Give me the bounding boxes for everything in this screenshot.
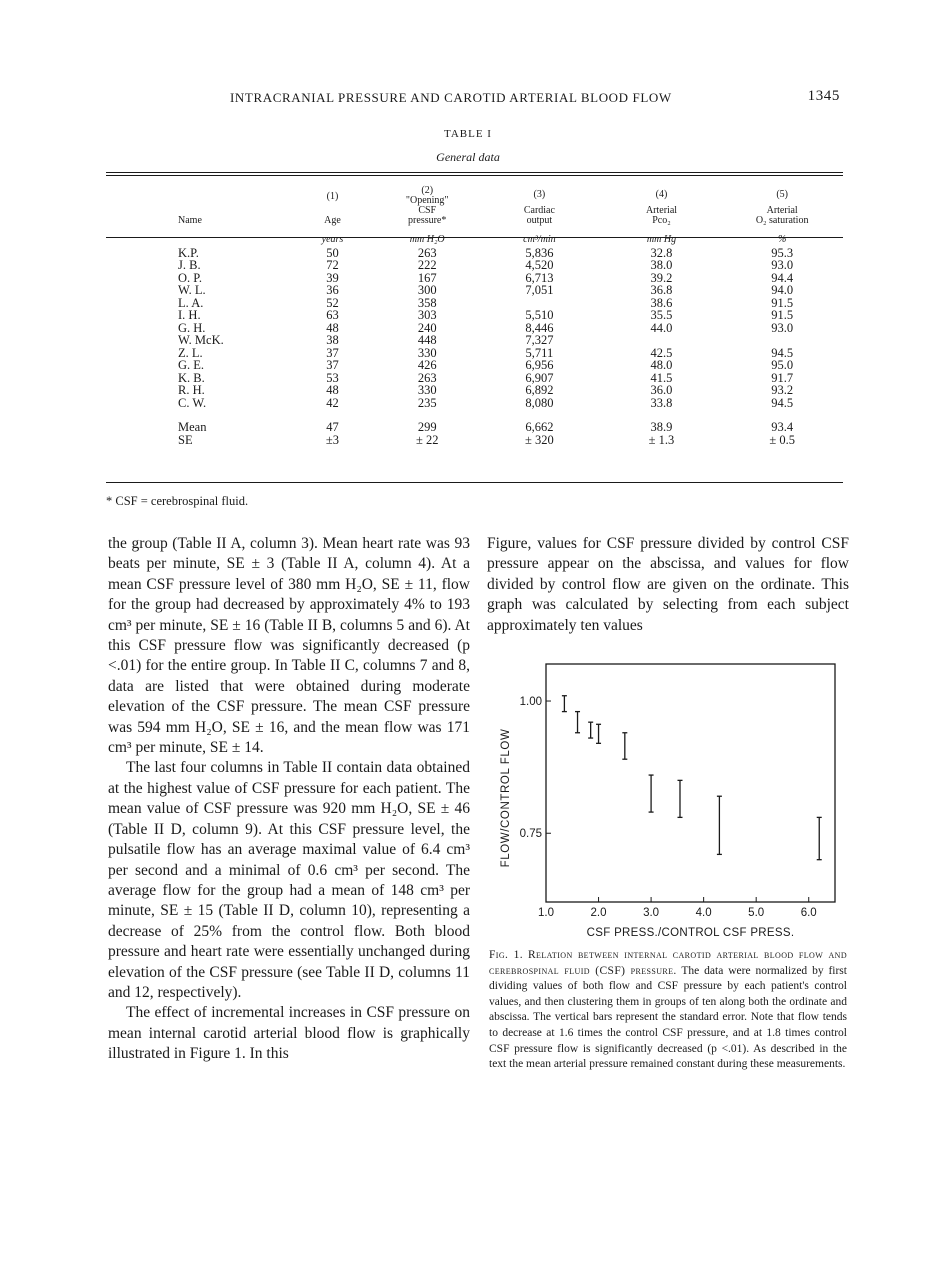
cell-value: 48 [326,383,339,397]
cell-name: J. B. [178,258,201,272]
table-row [106,272,843,285]
cell-name: Z. L. [178,345,203,360]
cell-value: 35.5 [650,308,673,322]
cell-value: ± 320 [525,432,554,447]
cell-value: 167 [417,270,437,285]
cell-value: 37 [326,358,339,372]
table-subtitle: General data [436,150,500,164]
cell-value: 53 [326,370,339,385]
cell-value: 222 [417,258,437,272]
table-row [106,284,843,297]
cell-value: 47 [326,420,339,434]
cell-value: 303 [417,308,437,322]
cell-name: K.P. [178,245,199,260]
unit-o2: % [777,234,787,245]
table-label: TABLE I [444,128,492,140]
cell-name: R. H. [178,383,205,397]
cell-value: ± 22 [415,432,439,447]
table-top-rule-2 [106,175,843,176]
cell-value: 37 [326,345,339,360]
cell-value: ±3 [325,432,340,447]
plot-frame [546,664,835,902]
cell-value: 38 [326,333,339,347]
body-paragraph: Figure, values for CSF pressure divided by control CSF pressure appear on the abscissa, and values for flow divided by control flow are given on the ordinate. This graph was calculated by selecting from each subject approximately ten values [487,535,849,634]
unit-cardiac: cm³/min [523,234,556,245]
table-row [106,359,843,372]
table-spacer [106,409,843,421]
cell-value: 48.0 [650,358,673,372]
table-row [106,372,843,385]
cell-value: 95.0 [771,358,794,372]
table-bottom-rule [106,482,843,483]
cell-name: O. P. [178,270,202,285]
cell-value: 48 [326,320,339,335]
cell-value: 42.5 [650,345,673,360]
table-row [106,334,843,347]
figure-caption-title: Relation between internal carotid arterial blood flow and cerebrospinal fluid (CSF) pressure. [489,949,848,977]
table-row [106,397,843,410]
table-top-rule [106,172,843,173]
cell-value: 6,892 [525,383,554,397]
cell-value: 33.8 [650,395,673,410]
cell-value: 263 [417,245,437,260]
body-left-column [108,534,470,1065]
cell-value: 44.0 [650,320,673,335]
cell-value: 93.2 [771,383,794,397]
cell-value: 330 [417,383,437,397]
figure-caption-label: Fig. 1. [489,949,524,961]
unit-csf: mm H₂O [409,234,445,245]
header-o2-saturation: (5) Arterial O₂ saturation [755,189,809,226]
cell-value: 94.5 [771,345,794,360]
cell-value: ± 0.5 [769,432,795,447]
table-row [106,297,843,310]
cell-value: 448 [417,333,437,347]
x-tick-label: 6.0 [800,907,817,919]
cell-value: 42 [326,395,339,410]
cell-value: 6,956 [525,358,554,372]
cell-value: 6,907 [525,370,554,385]
cell-value [721,334,843,347]
y-tick-label: 1.00 [519,696,542,709]
x-tick-label: 1.0 [538,907,554,919]
body-paragraph: the group (Table II A, column 3). Mean heart rate was 93 beats per minute, SE ± 3 (Table II A, column 4). At a mean CSF pressure level of 380 mm H₂O, SE ± 11, flow for the group had decreased by approximately 4% to 193 cm³ per minute, SE ± 16 (Table II B, columns 5 and 6). At this CSF pressure flow was significantly decreased (p <.01) for the entire group. In Table II C, columns 7 and 8, data are listed that were obtained during moderate elevation of the CSF pressure. The mean CSF pressure was 594 mm H₂O, SE ± 16, and the mean flow was 171 cm³ per minute, SE ± 14. [108,535,470,757]
x-tick-label: 2.0 [590,907,607,919]
cell-name: Mean [178,420,207,434]
cell-value: 93.0 [771,320,794,335]
table-row [106,347,843,360]
cell-value: 5,836 [525,245,554,260]
cell-value: 91.7 [771,370,794,385]
cell-value: 240 [417,320,437,335]
table-header-row [106,186,843,226]
cell-value: 36 [326,283,339,297]
header-age: (1) Age [324,191,341,226]
table-row [106,259,843,272]
units-row [106,226,843,247]
table-row [106,384,843,397]
table-footnote: * CSF = cerebrospinal fluid. [106,494,249,508]
body-right-column [487,534,849,636]
header-arterial-pco2: (4) Arterial Pco₂ [645,189,678,226]
running-head-title: INTRACRANIAL PRESSURE AND CAROTID ARTERIAL BLOOD FLOW [230,90,672,105]
cell-name: K. B. [178,370,205,385]
cell-value: 6,713 [525,270,554,285]
cell-value: 8,080 [525,395,554,410]
cell-value: 235 [417,395,437,410]
cell-value: 94.5 [771,395,794,410]
cell-name: C. W. [178,395,207,410]
page-number: 1345 [807,88,840,104]
y-axis-label: FLOW/CONTROL FLOW [500,728,512,868]
table-summary-row [106,434,843,447]
cell-value: 52 [326,295,339,310]
cell-value: 263 [417,370,437,385]
cell-value: 300 [417,283,437,297]
cell-value: 36.8 [650,283,673,297]
cell-value: 5,711 [525,345,554,360]
cell-value: ± 1.3 [648,432,675,447]
x-tick-label: 4.0 [695,907,712,919]
table-row [106,247,843,260]
cell-value: 93.4 [771,420,794,434]
cell-name: W. McK. [178,333,224,347]
cell-value: 38.6 [650,295,673,310]
x-tick-label: 3.0 [643,907,660,919]
cell-value: 8,446 [525,320,554,335]
cell-name: G. E. [178,358,205,372]
cell-value: 94.0 [771,283,794,297]
cell-value: 93.0 [771,258,794,272]
body-paragraph: The last four columns in Table II contain data obtained at the highest value of CSF pressure for each patient. The mean value of CSF pressure was 920 mm H₂O, SE ± 46 (Table II D, column 9). At this CSF pressure level, the pulsatile flow has an average maximal value of 6.4 cm³ per second and a minimal of 0.6 cm³ per second. The average flow for the group had a mean of 148 cm³ per minute, SE ± 15 (Table II D, column 10), representing a decrease of 25% from the control flow. Both blood pressure and heart rate were essentially unchanged during elevation of the CSF pressure (see Table II D, columns 11 and 12, respectively). [108,759,470,1001]
cell-value: 63 [326,308,339,322]
table-row [106,309,843,322]
cell-value: 4,520 [525,258,554,272]
cell-value: 32.8 [650,245,673,260]
cell-value: 50 [326,245,339,260]
cell-value: 7,051 [525,283,554,297]
figure-caption-text: The data were normalized by first dividing values of both flow and CSF pressure by each patient's control values, and then clustering them in groups of ten along both the ordinate and abscissa. The vertical bars represent the standard error. Note that flow tends to decrease at 1.6 times the control CSF pressure, and at 1.8 times control CSF pressure flow is significantly decreased (p <.01). As described in the text the mean arterial pressure remained constant during these measurements. [489,964,847,1071]
y-tick-label: 0.75 [519,828,542,841]
cell-name: SE [178,432,193,447]
figure-1-chart [487,652,849,952]
cell-value [602,334,722,347]
unit-age: years [321,234,344,245]
cell-value: 41.5 [650,370,673,385]
cell-name: L. A. [178,295,204,310]
table-summary-row [106,421,843,434]
cell-value: 38.9 [650,420,673,434]
header-csf-pressure: (2) "Opening" CSF pressure* [405,185,449,226]
cell-name: G. H. [178,320,206,335]
cell-name: W. L. [178,283,206,297]
cell-name: I. H. [178,308,201,322]
table-body [106,226,843,446]
cell-value: 6,662 [525,420,554,434]
body-paragraph: The effect of incremental increases in CSF pressure on mean internal carotid arterial blood flow is graphically illustrated in Figure 1. In this [108,1004,470,1063]
header-cardiac-output: (3) Cardiac output [523,189,555,226]
cell-value: 38.0 [650,258,673,272]
data-table [106,186,843,446]
cell-value: 91.5 [771,308,794,322]
figure-caption [489,948,847,1073]
cell-value: 299 [417,420,437,434]
cell-value: 358 [417,295,437,310]
cell-value: 330 [417,345,437,360]
cell-value: 7,327 [525,333,554,347]
cell-value: 36.0 [650,383,673,397]
cell-value: 72 [326,258,339,272]
cell-value: 39 [326,270,339,285]
cell-value: 91.5 [771,295,794,310]
cell-value: 39.2 [650,270,673,285]
x-tick-label: 5.0 [748,907,765,919]
header-name: Name [178,215,202,226]
cell-value: 5,510 [525,308,554,322]
cell-value: 426 [417,358,437,372]
unit-pco2: mm Hg [646,234,677,245]
cell-value: 94.4 [771,270,794,285]
x-axis-label: CSF PRESS./CONTROL CSF PRESS. [586,927,795,939]
cell-value: 95.3 [771,245,794,260]
